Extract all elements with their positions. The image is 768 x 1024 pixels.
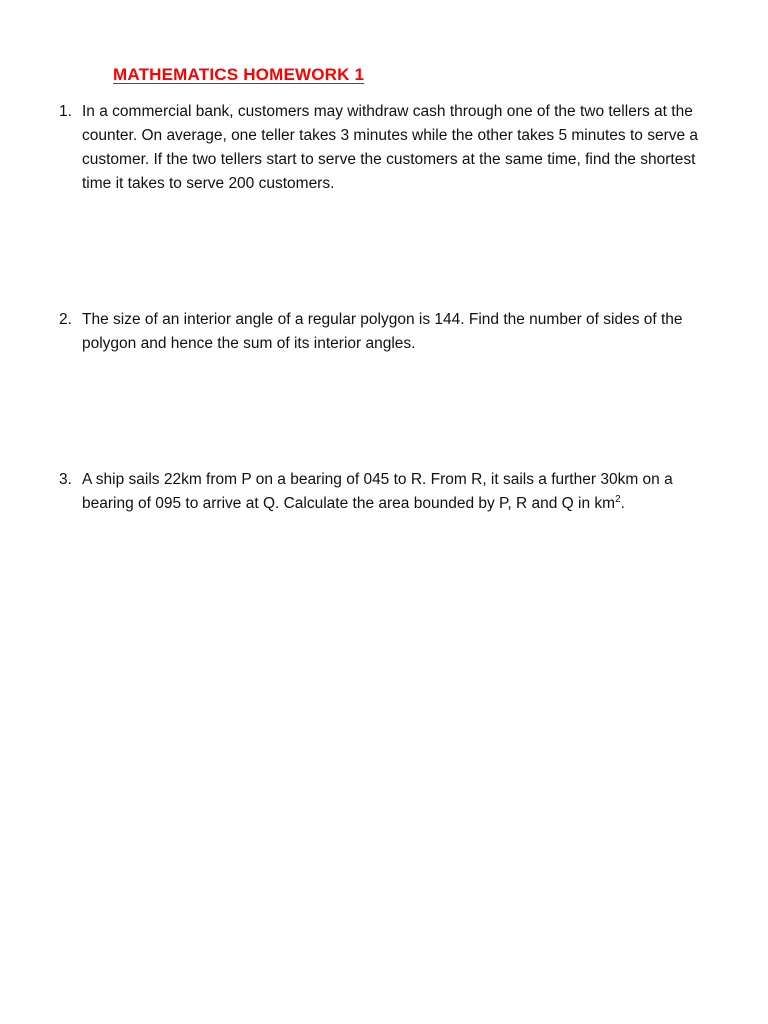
question-number: 2. bbox=[59, 311, 72, 328]
question-text-end: . bbox=[620, 495, 625, 512]
question-text-wrapper bbox=[82, 468, 739, 516]
question-2 bbox=[59, 308, 739, 356]
superscript-exponent: 2 bbox=[615, 493, 621, 505]
question-number: 3. bbox=[59, 471, 72, 488]
question-3 bbox=[59, 468, 739, 516]
question-number: 1. bbox=[59, 103, 72, 120]
question-text: In a commercial bank, customers may withdraw cash through one of the two tellers at the counter. On average, one teller takes 3 minutes while the other takes 5 minutes to serve a customer. If the two tellers start to serve the customers at the same time, find the shortest time it takes to serve 200 customers. bbox=[82, 103, 699, 192]
question-text: The size of an interior angle of a regular polygon is 144. Find the number of sides of the polygon and hence the sum of its interior angles. bbox=[82, 311, 683, 352]
question-1 bbox=[59, 100, 739, 196]
question-text: A ship sails 22km from P on a bearing of 045 to R. From R, it sails a further 30km on a bearing of 095 to arrive at Q. Calculate the area bounded by P, R and Q in km bbox=[82, 471, 673, 512]
page-title: MATHEMATICS HOMEWORK 1 bbox=[113, 65, 365, 84]
